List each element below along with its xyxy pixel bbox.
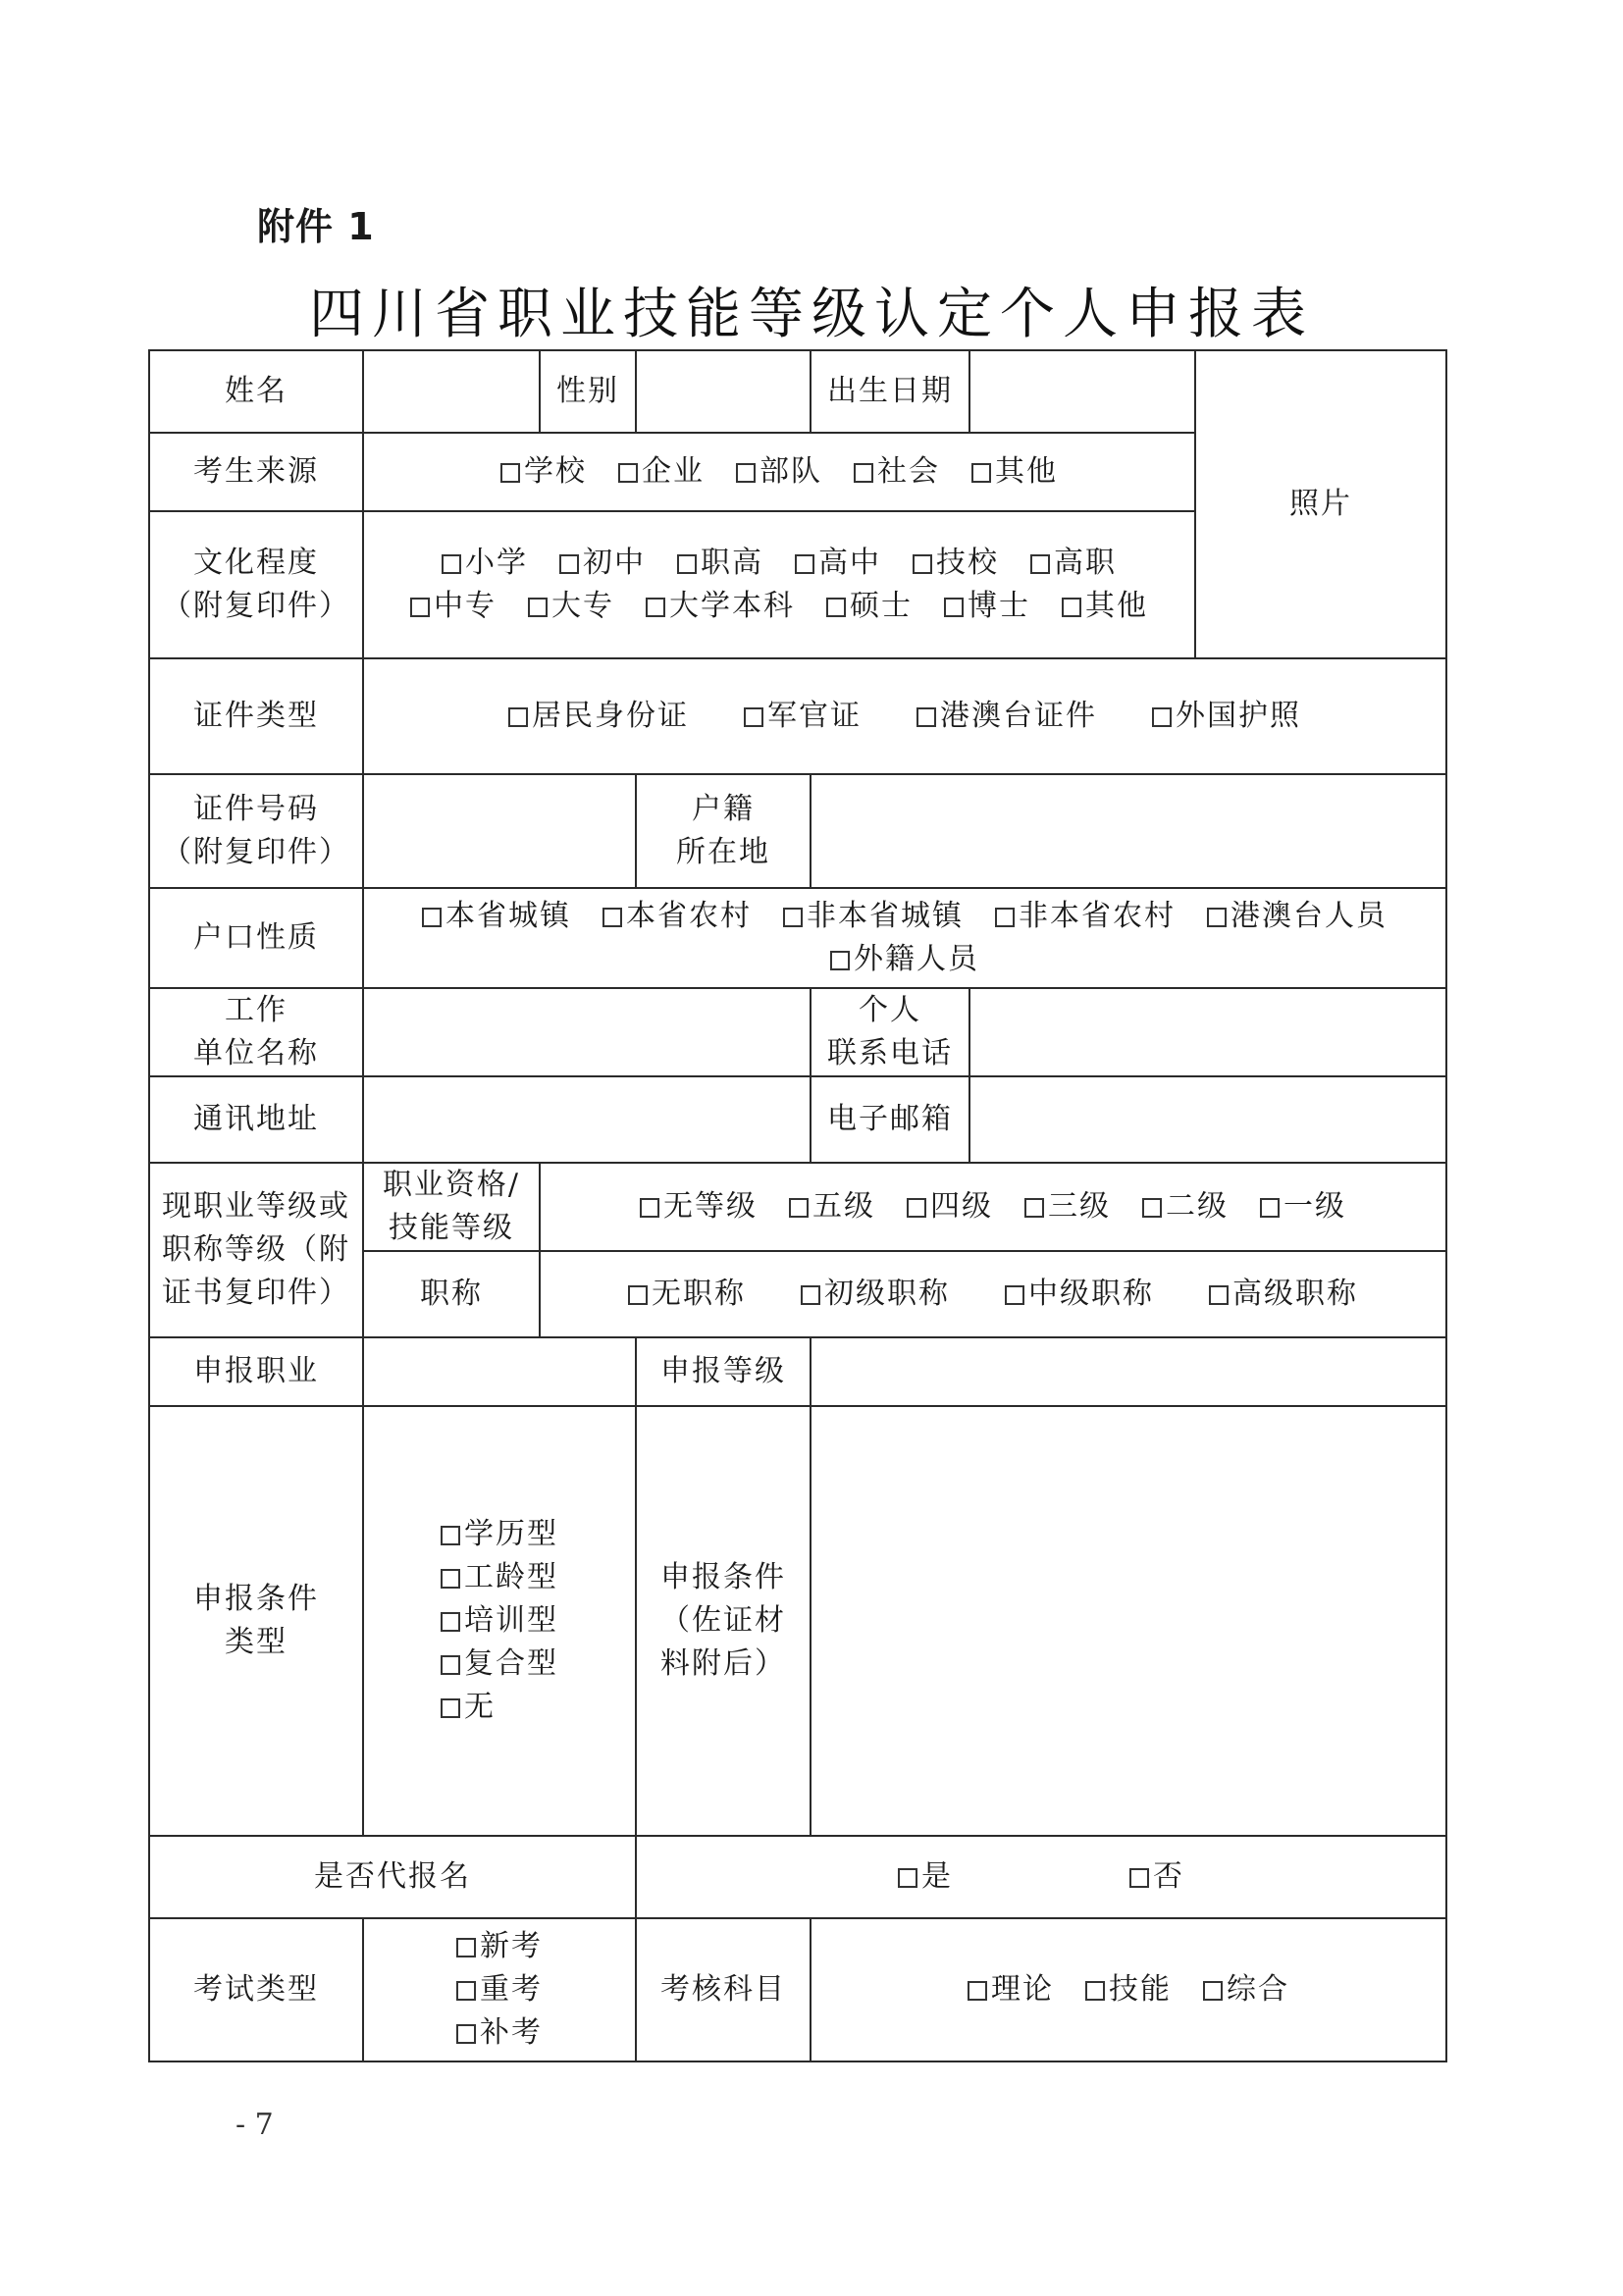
proxy-option[interactable] xyxy=(898,1855,953,1899)
label-professional-title: 职称 xyxy=(363,1251,540,1337)
option-label: 外籍人员 xyxy=(854,942,979,976)
field-address[interactable] xyxy=(363,1076,811,1163)
qualification-option[interactable] xyxy=(1260,1185,1346,1228)
exam-type-option[interactable] xyxy=(456,1925,543,1968)
label-conditions-line2: （佐证材 xyxy=(660,1603,786,1638)
education-row1-option[interactable] xyxy=(559,542,646,585)
professional-title-options xyxy=(540,1251,1446,1337)
qualification-option[interactable] xyxy=(907,1185,993,1228)
checkbox-icon[interactable] xyxy=(441,1612,460,1632)
checkbox-icon[interactable] xyxy=(830,951,850,970)
education-row1-option[interactable] xyxy=(442,542,528,585)
education-row1-option[interactable] xyxy=(795,542,881,585)
source-option[interactable] xyxy=(854,450,940,494)
option-label: 高职 xyxy=(1054,546,1117,580)
exam-type-option[interactable] xyxy=(456,1968,543,2011)
checkbox-icon[interactable] xyxy=(1062,598,1081,617)
checkbox-icon[interactable] xyxy=(410,598,430,617)
checkbox-icon[interactable] xyxy=(995,908,1015,927)
label-phone xyxy=(811,988,969,1076)
exam-type-list xyxy=(456,1925,543,2055)
checkbox-icon[interactable] xyxy=(854,463,873,483)
qualification-option[interactable] xyxy=(1024,1185,1111,1228)
checkbox-icon[interactable] xyxy=(1030,554,1050,574)
source-option[interactable] xyxy=(618,450,705,494)
label-household xyxy=(636,774,811,888)
row-basic-info xyxy=(149,350,1446,433)
field-apply-occupation[interactable] xyxy=(363,1337,636,1406)
checkbox-icon[interactable] xyxy=(789,1198,809,1218)
option-label: 博士 xyxy=(968,589,1030,623)
option-label: 学校 xyxy=(524,454,587,489)
checkbox-icon[interactable] xyxy=(968,1981,987,2001)
option-label: 外国护照 xyxy=(1176,699,1301,733)
checkbox-icon[interactable] xyxy=(618,463,638,483)
education-row2-option[interactable] xyxy=(646,585,795,628)
option-label: 三级 xyxy=(1048,1189,1111,1224)
professional-title-option[interactable] xyxy=(628,1273,746,1316)
source-option[interactable] xyxy=(971,450,1058,494)
label-current-level-line3: 证书复印件） xyxy=(162,1276,350,1310)
option-label: 一级 xyxy=(1283,1189,1346,1224)
id-type-option[interactable] xyxy=(508,695,689,738)
hukou-row1-option[interactable] xyxy=(995,895,1176,938)
option-label: 硕士 xyxy=(850,589,913,623)
field-apply-level[interactable] xyxy=(811,1337,1446,1406)
row-employer xyxy=(149,988,1446,1076)
qualification-option[interactable] xyxy=(789,1185,875,1228)
checkbox-icon[interactable] xyxy=(602,908,622,927)
label-qualification xyxy=(363,1163,540,1251)
cond-type-option[interactable] xyxy=(441,1599,558,1643)
checkbox-icon[interactable] xyxy=(640,1198,659,1218)
label-education-line1: 文化程度 xyxy=(193,546,319,580)
application-form-table xyxy=(148,349,1447,2062)
option-label: 大学本科 xyxy=(669,589,795,623)
proxy-option[interactable] xyxy=(1129,1855,1184,1899)
education-row2-option[interactable] xyxy=(528,585,614,628)
option-label: 初级职称 xyxy=(824,1277,950,1311)
checkbox-icon[interactable] xyxy=(944,598,964,617)
option-label: 高中 xyxy=(818,546,881,580)
row-qualification xyxy=(149,1163,1446,1251)
subjects-option[interactable] xyxy=(1203,1968,1289,2011)
source-options xyxy=(363,433,1195,511)
page-number: - 7 xyxy=(236,2108,274,2142)
checkbox-icon[interactable] xyxy=(1085,1981,1105,2001)
option-label: 本省城镇 xyxy=(445,899,571,933)
label-conditions xyxy=(636,1406,811,1836)
option-label: 军官证 xyxy=(767,699,862,733)
education-row1-option[interactable] xyxy=(677,542,763,585)
option-label: 中专 xyxy=(434,589,497,623)
label-id-number-line2: （附复印件） xyxy=(162,835,350,869)
row-id-number xyxy=(149,774,1446,888)
option-label: 复合型 xyxy=(464,1646,558,1681)
cond-type-option[interactable] xyxy=(441,1513,558,1556)
checkbox-icon[interactable] xyxy=(677,554,697,574)
label-id-type: 证件类型 xyxy=(149,658,363,774)
option-label: 大专 xyxy=(551,589,614,623)
label-gender: 性别 xyxy=(540,350,636,433)
option-label: 学历型 xyxy=(464,1517,558,1551)
row-id-type xyxy=(149,658,1446,774)
form-title: 四川省职业技能等级认定个人申报表 xyxy=(309,283,1314,346)
checkbox-icon[interactable] xyxy=(441,1526,460,1545)
checkbox-icon[interactable] xyxy=(441,1698,460,1718)
label-employer xyxy=(149,988,363,1076)
option-label: 工龄型 xyxy=(464,1560,558,1594)
cond-type-list xyxy=(441,1513,558,1729)
option-label: 其他 xyxy=(1085,589,1148,623)
id-type-option[interactable] xyxy=(916,695,1097,738)
professional-title-option[interactable] xyxy=(801,1273,950,1316)
id-type-option[interactable] xyxy=(744,695,862,738)
label-cond-type-line1: 申报条件 xyxy=(193,1582,319,1616)
source-option[interactable] xyxy=(500,450,587,494)
field-email[interactable] xyxy=(969,1076,1446,1163)
label-conditions-line3: 料附后） xyxy=(660,1646,786,1681)
checkbox-icon[interactable] xyxy=(559,554,579,574)
label-household-line2: 所在地 xyxy=(676,835,770,869)
field-phone[interactable] xyxy=(969,988,1446,1076)
option-label: 非本省城镇 xyxy=(807,899,964,933)
professional-title-option[interactable] xyxy=(1209,1273,1358,1316)
checkbox-icon[interactable] xyxy=(442,554,461,574)
option-label: 高级职称 xyxy=(1232,1277,1358,1311)
option-label: 四级 xyxy=(930,1189,993,1224)
checkbox-icon[interactable] xyxy=(456,1981,476,2001)
id-type-options xyxy=(363,658,1446,774)
label-current-level xyxy=(149,1163,363,1337)
checkbox-icon[interactable] xyxy=(508,707,528,727)
education-row2-option[interactable] xyxy=(826,585,913,628)
hukou-options-row2 xyxy=(368,938,1441,981)
label-name: 姓名 xyxy=(149,350,363,433)
hukou-row1-option[interactable] xyxy=(783,895,964,938)
exam-type-option[interactable] xyxy=(456,2011,543,2055)
label-employer-line1: 工作 xyxy=(225,993,288,1027)
option-label: 非本省农村 xyxy=(1019,899,1176,933)
checkbox-icon[interactable] xyxy=(898,1868,917,1888)
checkbox-icon[interactable] xyxy=(744,707,763,727)
id-type-option[interactable] xyxy=(1152,695,1301,738)
hukou-row1-option[interactable] xyxy=(602,895,752,938)
source-option[interactable] xyxy=(736,450,822,494)
option-label: 五级 xyxy=(812,1189,875,1224)
label-current-level-line2: 职称等级（附 xyxy=(162,1232,350,1267)
education-options-row2 xyxy=(368,585,1190,628)
field-id-number[interactable] xyxy=(363,774,636,888)
proxy-options xyxy=(636,1836,1446,1918)
cond-type-option[interactable] xyxy=(441,1643,558,1686)
option-label: 社会 xyxy=(877,454,940,489)
field-household[interactable] xyxy=(811,774,1446,888)
field-gender[interactable] xyxy=(636,350,811,433)
row-apply xyxy=(149,1337,1446,1406)
checkbox-icon[interactable] xyxy=(1152,707,1172,727)
subjects-option[interactable] xyxy=(1085,1968,1172,2011)
checkbox-icon[interactable] xyxy=(907,1198,926,1218)
option-label: 理论 xyxy=(991,1972,1054,2007)
professional-title-option[interactable] xyxy=(1005,1273,1154,1316)
qualification-option[interactable] xyxy=(1142,1185,1229,1228)
row-conditions xyxy=(149,1406,1446,1836)
checkbox-icon[interactable] xyxy=(456,1938,476,1957)
hukou-row1-option[interactable] xyxy=(422,895,571,938)
cond-type-option[interactable] xyxy=(441,1686,558,1729)
label-hukou-type: 户口性质 xyxy=(149,888,363,988)
qualification-option[interactable] xyxy=(640,1185,758,1228)
qualification-options xyxy=(540,1163,1446,1251)
option-label: 综合 xyxy=(1227,1972,1289,2007)
field-employer[interactable] xyxy=(363,988,811,1076)
label-birth-date: 出生日期 xyxy=(811,350,969,433)
checkbox-icon[interactable] xyxy=(826,598,846,617)
option-label: 重考 xyxy=(480,1972,543,2007)
option-label: 无等级 xyxy=(663,1189,758,1224)
education-row2-option[interactable] xyxy=(1062,585,1148,628)
label-current-level-line1: 现职业等级或 xyxy=(162,1189,350,1224)
option-label: 初中 xyxy=(583,546,646,580)
label-exam-type: 考试类型 xyxy=(149,1918,363,2061)
checkbox-icon[interactable] xyxy=(500,463,520,483)
option-label: 企业 xyxy=(642,454,705,489)
label-qualification-line1: 职业资格/ xyxy=(382,1168,521,1202)
label-id-number xyxy=(149,774,363,888)
label-education xyxy=(149,511,363,658)
option-label: 二级 xyxy=(1166,1189,1229,1224)
option-label: 技能 xyxy=(1109,1972,1172,2007)
checkbox-icon[interactable] xyxy=(646,598,665,617)
checkbox-icon[interactable] xyxy=(441,1655,460,1675)
checkbox-icon[interactable] xyxy=(422,908,442,927)
label-apply-occupation: 申报职业 xyxy=(149,1337,363,1406)
photo-cell[interactable] xyxy=(1195,350,1446,658)
option-label: 补考 xyxy=(480,2015,543,2050)
education-row1-option[interactable] xyxy=(913,542,999,585)
label-cond-type-line2: 类型 xyxy=(225,1625,288,1659)
row-hukou xyxy=(149,888,1446,988)
row-proxy xyxy=(149,1836,1446,1918)
subjects-options xyxy=(811,1918,1446,2061)
label-apply-level: 申报等级 xyxy=(636,1337,811,1406)
option-label: 否 xyxy=(1153,1859,1184,1894)
checkbox-icon[interactable] xyxy=(1203,1981,1223,2001)
row-address xyxy=(149,1076,1446,1163)
label-address: 通讯地址 xyxy=(149,1076,363,1163)
cond-type-options xyxy=(363,1406,636,1836)
option-label: 居民身份证 xyxy=(532,699,689,733)
label-subjects: 考核科目 xyxy=(636,1918,811,2061)
cond-type-option[interactable] xyxy=(441,1556,558,1599)
checkbox-icon[interactable] xyxy=(441,1569,460,1589)
label-id-number-line1: 证件号码 xyxy=(193,792,319,826)
option-label: 港澳台证件 xyxy=(940,699,1097,733)
checkbox-icon[interactable] xyxy=(801,1285,820,1305)
label-phone-line2: 联系电话 xyxy=(827,1036,953,1070)
option-label: 是 xyxy=(921,1859,953,1894)
field-birth-date[interactable] xyxy=(969,350,1195,433)
row-exam xyxy=(149,1918,1446,2061)
checkbox-icon[interactable] xyxy=(1129,1868,1149,1888)
option-label: 无职称 xyxy=(652,1277,746,1311)
hukou-options xyxy=(363,888,1446,988)
checkbox-icon[interactable] xyxy=(1207,908,1227,927)
checkbox-icon[interactable] xyxy=(1142,1198,1162,1218)
label-source: 考生来源 xyxy=(149,433,363,511)
option-label: 港澳台人员 xyxy=(1230,899,1387,933)
option-label: 部队 xyxy=(759,454,822,489)
label-proxy: 是否代报名 xyxy=(149,1836,636,1918)
checkbox-icon[interactable] xyxy=(528,598,548,617)
label-qualification-line2: 技能等级 xyxy=(389,1211,514,1245)
label-email: 电子邮箱 xyxy=(811,1076,969,1163)
option-label: 其他 xyxy=(995,454,1058,489)
label-household-line1: 户籍 xyxy=(692,792,755,826)
label-conditions-line1: 申报条件 xyxy=(660,1560,786,1594)
label-cond-type xyxy=(149,1406,363,1836)
checkbox-icon[interactable] xyxy=(456,2024,476,2044)
option-label: 新考 xyxy=(480,1929,543,1963)
education-options-row1 xyxy=(368,542,1190,585)
exam-type-options xyxy=(363,1918,636,2061)
hukou-row1-option[interactable] xyxy=(1207,895,1387,938)
education-row1-option[interactable] xyxy=(1030,542,1117,585)
option-label: 培训型 xyxy=(464,1603,558,1638)
field-conditions[interactable] xyxy=(811,1406,1446,1836)
education-options xyxy=(363,511,1195,658)
checkbox-icon[interactable] xyxy=(1209,1285,1229,1305)
hukou-options-row1 xyxy=(368,895,1441,938)
education-row2-option[interactable] xyxy=(410,585,497,628)
field-name[interactable] xyxy=(363,350,540,433)
checkbox-icon[interactable] xyxy=(783,908,803,927)
option-label: 无 xyxy=(464,1690,496,1724)
option-label: 本省农村 xyxy=(626,899,752,933)
checkbox-icon[interactable] xyxy=(916,707,936,727)
checkbox-icon[interactable] xyxy=(971,463,991,483)
education-row2-option[interactable] xyxy=(944,585,1030,628)
label-education-line2: （附复印件） xyxy=(162,589,350,623)
checkbox-icon[interactable] xyxy=(1005,1285,1024,1305)
checkbox-icon[interactable] xyxy=(795,554,814,574)
label-photo: 照片 xyxy=(1289,487,1352,521)
checkbox-icon[interactable] xyxy=(628,1285,648,1305)
option-label: 职高 xyxy=(701,546,763,580)
hukou-row2-option[interactable] xyxy=(830,938,979,981)
option-label: 中级职称 xyxy=(1028,1277,1154,1311)
label-phone-line1: 个人 xyxy=(859,993,921,1027)
attachment-label: 附件 1 xyxy=(257,205,375,248)
checkbox-icon[interactable] xyxy=(736,463,756,483)
option-label: 技校 xyxy=(936,546,999,580)
checkbox-icon[interactable] xyxy=(1260,1198,1280,1218)
label-employer-line2: 单位名称 xyxy=(193,1036,319,1070)
option-label: 小学 xyxy=(465,546,528,580)
subjects-option[interactable] xyxy=(968,1968,1054,2011)
checkbox-icon[interactable] xyxy=(1024,1198,1044,1218)
checkbox-icon[interactable] xyxy=(913,554,932,574)
